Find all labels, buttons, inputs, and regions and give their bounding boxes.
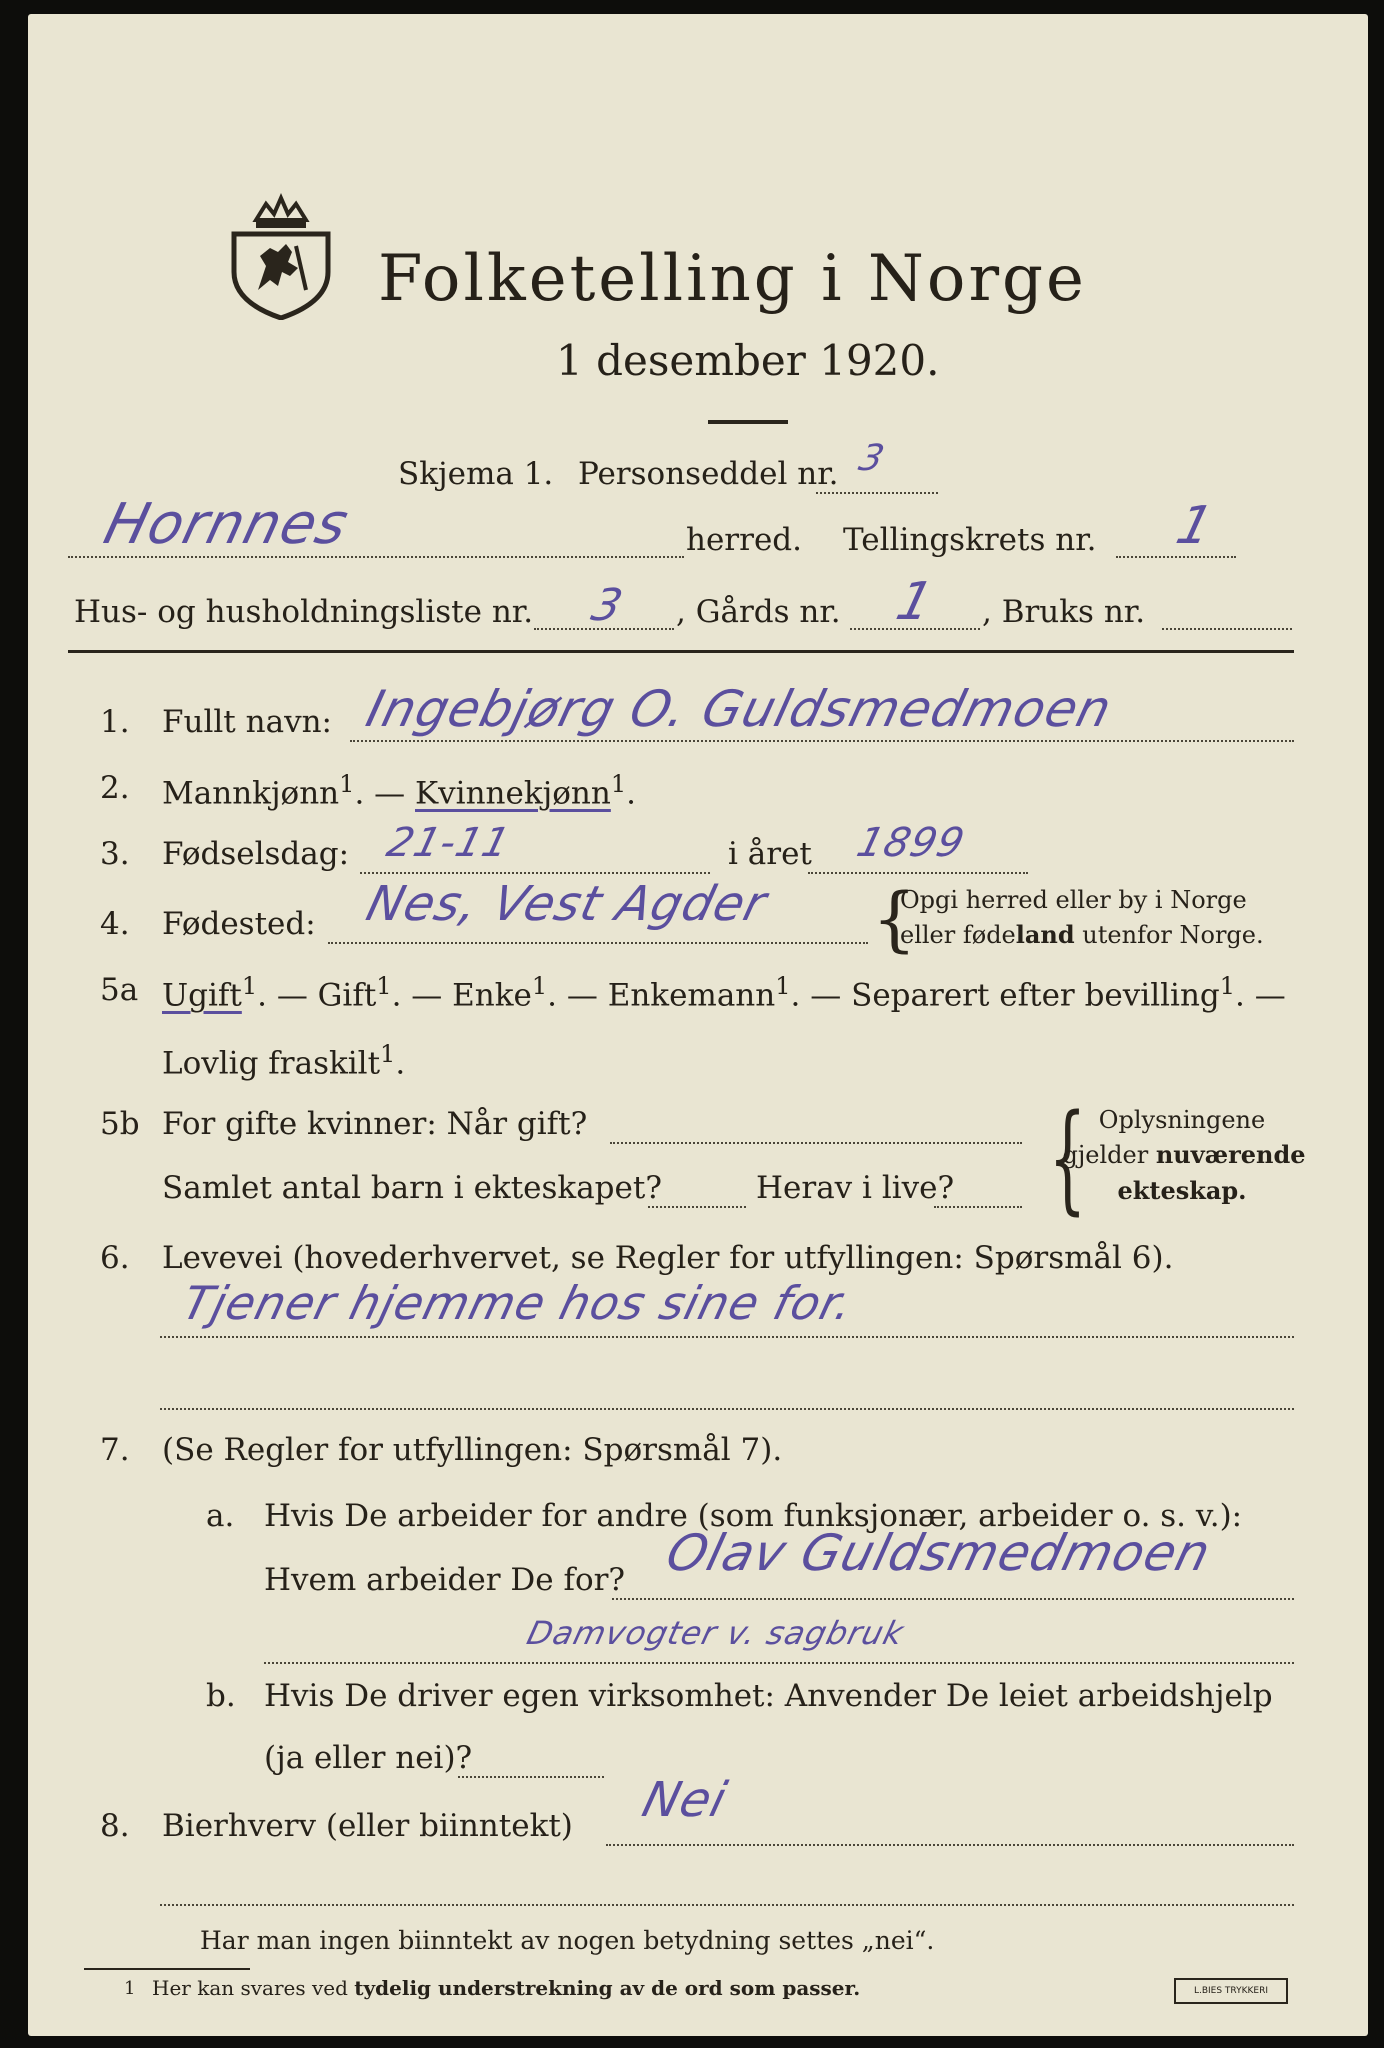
q3-number: 3.	[100, 836, 130, 872]
section-divider	[68, 650, 1294, 653]
footnote-text-regular: Her kan svares ved	[152, 1976, 355, 2000]
husliste-label: Hus- og husholdningsliste nr.	[74, 594, 534, 630]
q4-number: 4.	[100, 906, 130, 942]
q5a-number: 5a	[100, 972, 139, 1008]
personseddel-line	[816, 492, 938, 494]
brace: {	[1048, 1088, 1087, 1226]
q8-line-2	[160, 1904, 1294, 1906]
q8-label: Bierhverv (eller biinntekt)	[162, 1808, 573, 1844]
footnote-text-bold: tydelig understrekning av de ord som passer.	[354, 1976, 861, 2000]
separator: . —	[354, 775, 415, 812]
herred-label: herred.	[686, 522, 802, 558]
separator: .	[395, 1045, 406, 1082]
footnote-divider	[84, 1968, 250, 1970]
option-ugift: Ugift	[162, 977, 242, 1014]
q4-note-bold: land	[1015, 920, 1075, 949]
q4-note-text: eller føde	[900, 921, 1016, 949]
footnote-ref: 1	[376, 972, 392, 1000]
footnote-ref: 1	[241, 972, 258, 1000]
gards-value: 1	[890, 572, 940, 632]
gender-options	[162, 770, 636, 811]
separator: . —	[257, 977, 318, 1014]
tellingskrets-label: Tellingskrets nr.	[843, 522, 1097, 558]
q5b-line	[610, 1142, 1022, 1144]
q6-number: 6.	[100, 1240, 130, 1276]
option-kvinnekjonn: Kvinnekjønn	[415, 775, 611, 812]
q5b-note-text: gjelder	[1062, 1141, 1156, 1169]
separator: . —	[391, 977, 453, 1014]
q7a-line	[612, 1598, 1294, 1600]
q4-label: Fødested:	[162, 906, 316, 942]
q8-line	[606, 1844, 1294, 1846]
option-separert: Separert efter bevilling	[851, 977, 1220, 1014]
q3-line	[360, 872, 710, 874]
q6-label: Levevei (hovederhvervet, se Regler for utfyllingen: Spørsmål 6).	[162, 1240, 1174, 1276]
q7a-line-2	[264, 1662, 1294, 1664]
separator: .	[626, 775, 636, 812]
footnote-ref: 1	[775, 972, 791, 1000]
separator: . —	[547, 977, 608, 1014]
q1-label: Fullt navn:	[162, 704, 332, 740]
bruks-label: , Bruks nr.	[982, 594, 1146, 630]
q5b-alive-label: Herav i live?	[756, 1170, 955, 1206]
personseddel-label: Personseddel nr.	[578, 456, 839, 492]
q5b-note-1: Oplysningene	[1098, 1106, 1266, 1134]
separator: . —	[790, 977, 852, 1014]
schema-label: Skjema 1.	[398, 456, 554, 492]
q4-note-2	[900, 920, 1264, 949]
q5b-note-2	[1034, 1140, 1334, 1169]
q7a-question: Hvem arbeider De for?	[264, 1562, 626, 1598]
nei-note: Har man ingen biinntekt av nogen betydning settes „nei“.	[200, 1926, 935, 1955]
q4-note-text: utenfor Norge.	[1074, 921, 1264, 949]
option-gift: Gift	[317, 977, 377, 1014]
q5b-number: 5b	[100, 1106, 140, 1142]
separator: . —	[1235, 977, 1286, 1014]
marital-options-2	[162, 1040, 405, 1081]
q5b-children-label: Samlet antal barn i ekteskapet?	[162, 1170, 662, 1206]
q7b-question: (ja eller nei)?	[264, 1740, 473, 1776]
q6-line-2	[160, 1408, 1294, 1410]
q5b-line-1: For gifte kvinner: Når gift?	[162, 1106, 588, 1142]
footnote-ref: 1	[339, 770, 355, 798]
gards-label: , Gårds nr.	[676, 594, 841, 630]
q7-label: (Se Regler for utfyllingen: Spørsmål 7).	[162, 1432, 783, 1468]
tellingskrets-value: 1	[1170, 496, 1220, 556]
q1-line	[350, 740, 1294, 742]
q4-line	[328, 942, 868, 944]
birth-year-value: 1899	[852, 820, 970, 866]
title-divider	[708, 420, 788, 424]
option-enkemann: Enkemann	[607, 977, 776, 1014]
option-mannkjonn: Mannkjønn	[162, 775, 340, 812]
footnote-ref: 1	[380, 1040, 396, 1068]
q5b-note-3: ekteskap.	[1117, 1176, 1247, 1205]
q8-number: 8.	[100, 1808, 130, 1844]
q7b-line	[458, 1776, 604, 1778]
census-date: 1 desember 1920.	[556, 336, 940, 385]
q3-label: Fødselsdag:	[162, 836, 350, 872]
alive-line	[934, 1206, 1022, 1208]
birthday-value: 21-11	[382, 820, 515, 866]
marital-options	[162, 972, 1286, 1013]
q5b-note-bold: nuværende	[1155, 1140, 1306, 1169]
q7b-text: Hvis De driver egen virksomhet: Anvender De leiet arbeidshjelp	[264, 1678, 1273, 1714]
q7a-text: Hvis De arbeider for andre (som funksjonær, arbeider o. s. v.):	[264, 1498, 1243, 1534]
herred-value: Hornnes	[97, 492, 356, 557]
personseddel-value: 3	[854, 438, 890, 479]
year-line	[808, 872, 1028, 874]
option-lovlig-fraskilt: Lovlig fraskilt	[162, 1045, 381, 1082]
printer-stamp: L.BIES TRYKKERI	[1174, 1978, 1288, 2004]
herred-line	[68, 556, 684, 558]
q7a-letter: a.	[206, 1498, 235, 1534]
footnote-ref: 1	[1219, 972, 1236, 1000]
employer-detail-value: Damvogter v. sagbruk	[523, 1614, 909, 1652]
side-income-value: Nei	[637, 1772, 733, 1828]
form-title: Folketelling i Norge	[378, 242, 1087, 316]
footnote-ref: 1	[610, 770, 627, 798]
birthplace-value: Nes, Vest Agder	[361, 876, 773, 932]
q4-note-1: Opgi herred eller by i Norge	[900, 886, 1247, 914]
employer-value: Olav Guldsmedmoen	[660, 1524, 1217, 1582]
children-line	[648, 1206, 746, 1208]
q1-number: 1.	[100, 704, 130, 740]
husliste-value: 3	[586, 580, 629, 631]
option-enke: Enke	[452, 977, 532, 1014]
q7-number: 7.	[100, 1432, 130, 1468]
footnote-mark: 1	[124, 1978, 136, 1999]
occupation-value: Tjener hjemme hos sine for.	[177, 1276, 860, 1330]
bruks-line	[1162, 628, 1292, 630]
footnote-ref: 1	[531, 972, 548, 1000]
footnote-text	[152, 1976, 860, 2000]
year-label: i året	[728, 836, 812, 872]
brace: {	[872, 878, 917, 960]
census-form	[28, 14, 1368, 2036]
full-name-value: Ingebjørg O. Guldsmedmoen	[360, 680, 1118, 738]
tellingskrets-line	[1116, 556, 1236, 558]
q2-number: 2.	[100, 770, 130, 806]
coat-of-arms-icon	[226, 190, 336, 320]
q7b-letter: b.	[206, 1678, 236, 1714]
q6-line-1	[160, 1336, 1294, 1338]
